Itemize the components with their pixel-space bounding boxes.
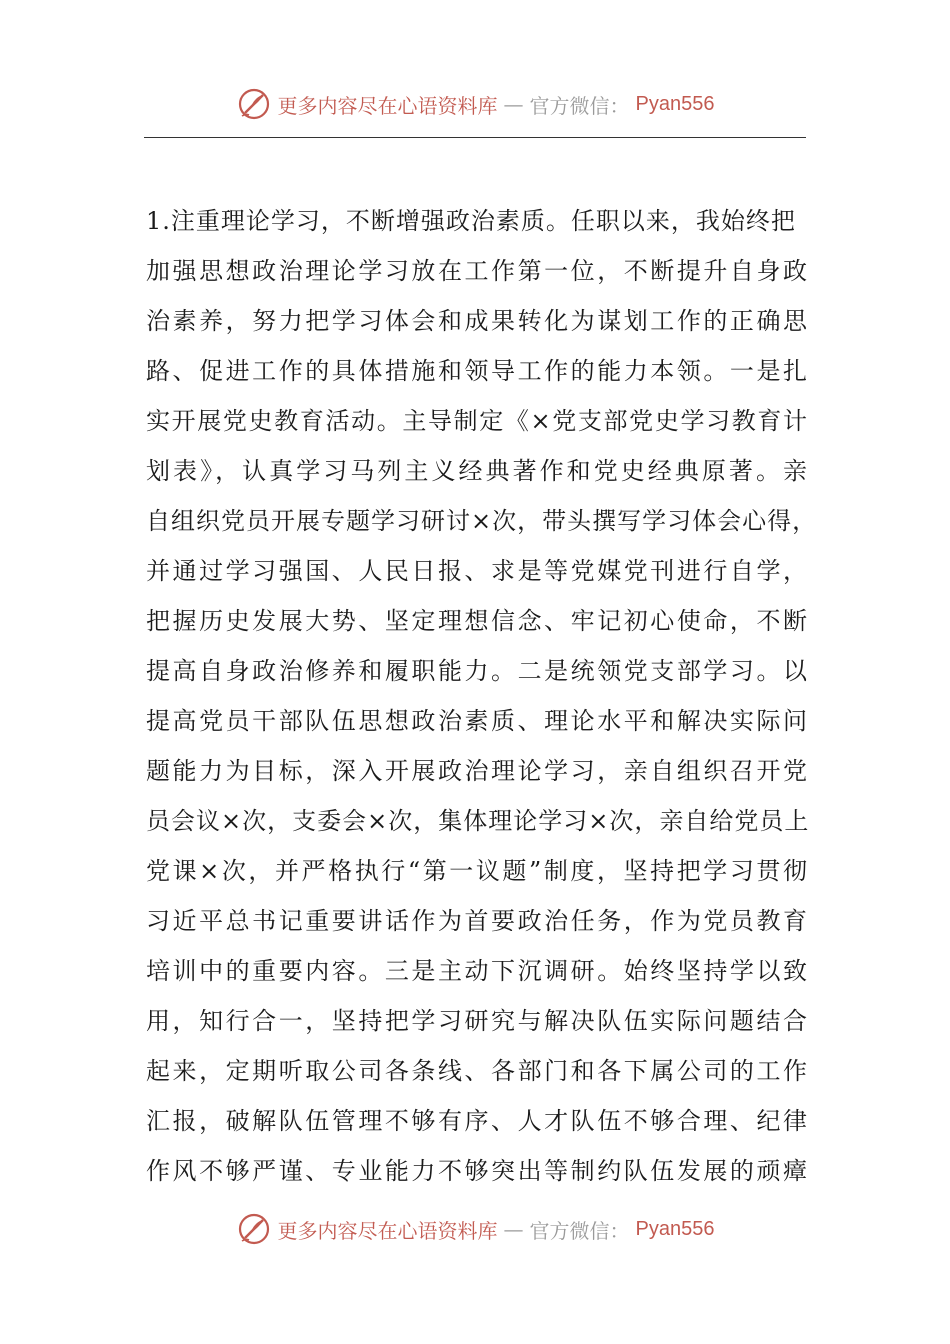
footer-banner-content xyxy=(236,1211,715,1247)
quill-logo-icon xyxy=(236,86,272,122)
footer-banner-wechat-id: Pyan556 xyxy=(635,1217,715,1240)
body-line: 提高自身政治修养和履职能力。二是统领党支部学习。以 xyxy=(146,657,808,685)
body-line: 划表》，认真学习马列主义经典著作和党史经典原著。亲 xyxy=(146,457,808,485)
footer-banner-wechat-label: 官方微信： xyxy=(529,1218,630,1243)
quill-logo-icon xyxy=(236,1211,272,1247)
body-line: 自组织党员开展专题学习研讨×次，带头撰写学习体会心得， xyxy=(146,507,818,535)
body-line: 提高党员干部队伍思想政治素质、理论水平和解决实际问 xyxy=(146,707,808,735)
body-line: 用，知行合一，坚持把学习研究与解决队伍实际问题结合 xyxy=(146,1007,808,1035)
footer-banner-separator: — xyxy=(503,1217,524,1241)
body-line: 起来，定期听取公司各条线、各部门和各下属公司的工作 xyxy=(146,1057,808,1085)
body-line: 题能力为目标，深入开展政治理论学习，亲自组织召开党 xyxy=(146,757,808,785)
body-line: 治素养，努力把学习体会和成果转化为谋划工作的正确思 xyxy=(146,307,808,335)
body-line: 加强思想政治理论学习放在工作第一位，不断提升自身政 xyxy=(146,257,808,285)
body-line: 作风不够严谨、专业能力不够突出等制约队伍发展的顽瘴 xyxy=(146,1157,808,1185)
footer-banner-title: 更多内容尽在心语资料库 xyxy=(277,1218,498,1243)
header-banner-title: 更多内容尽在心语资料库 xyxy=(277,93,498,118)
body-line: 员会议×次，支委会×次，集体理论学习×次，亲自给党员上 xyxy=(146,807,810,835)
body-line: 培训中的重要内容。三是主动下沉调研。始终坚持学以致 xyxy=(146,957,808,985)
body-line: 并通过学习强国、人民日报、求是等党媒党刊进行自学， xyxy=(146,557,808,585)
header-watermark-banner xyxy=(0,84,950,124)
header-banner-wechat-label: 官方微信： xyxy=(529,93,630,118)
header-divider xyxy=(144,137,806,138)
body-line: 汇报，破解队伍管理不够有序、人才队伍不够合理、纪律 xyxy=(146,1107,808,1135)
header-banner-separator: — xyxy=(503,92,524,116)
body-line: 党课×次，并严格执行“第一议题”制度，坚持把学习贯彻 xyxy=(146,857,808,885)
footer-watermark-banner xyxy=(0,1209,950,1249)
header-banner-content xyxy=(236,86,715,122)
document-body xyxy=(146,196,818,1196)
body-line: 实开展党史教育活动。主导制定《×党支部党史学习教育计 xyxy=(146,407,808,435)
body-line: 1.注重理论学习，不断增强政治素质。任职以来，我始终把 xyxy=(146,207,796,235)
body-line: 把握历史发展大势、坚定理想信念、牢记初心使命，不断 xyxy=(146,607,808,635)
header-banner-wechat-id: Pyan556 xyxy=(635,92,715,115)
body-line: 习近平总书记重要讲话作为首要政治任务，作为党员教育 xyxy=(146,907,808,935)
body-line: 路、促进工作的具体措施和领导工作的能力本领。一是扎 xyxy=(146,357,808,385)
